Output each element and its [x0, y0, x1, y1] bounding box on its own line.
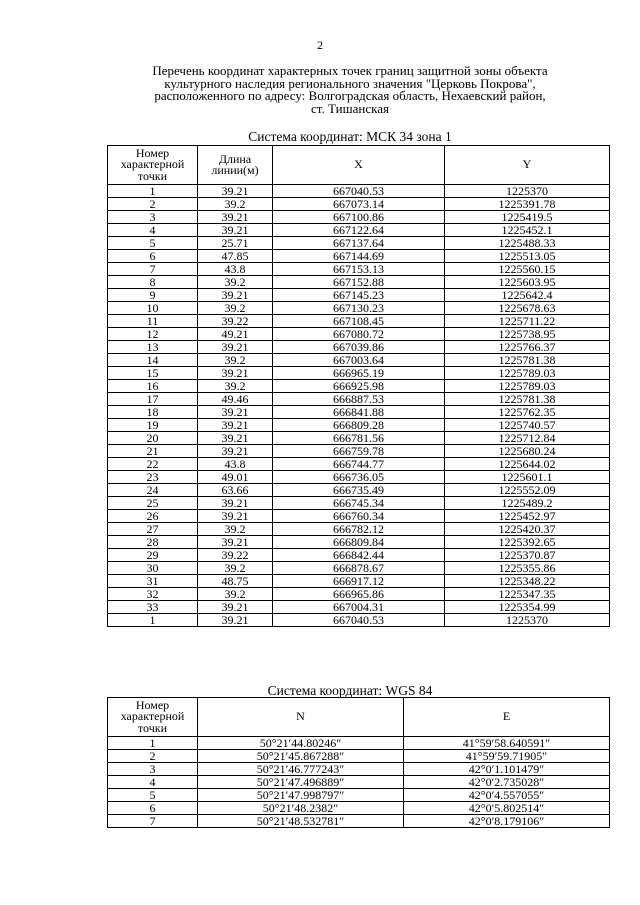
line-length-cell: 39.21	[198, 406, 273, 419]
line-length-cell: 49.01	[198, 471, 273, 484]
latitude-cell: 50°21′48.532781″	[198, 815, 404, 828]
y-coordinate-cell: 1225354.99	[445, 601, 610, 614]
table-row	[108, 263, 610, 276]
line-length-cell: 39.2	[198, 302, 273, 315]
table-row	[108, 289, 610, 302]
x-coordinate-cell: 667040.53	[273, 614, 445, 627]
x-coordinate-cell: 667152.88	[273, 276, 445, 289]
point-number-cell: 4	[108, 224, 198, 237]
table-row	[108, 393, 610, 406]
table-row	[108, 523, 610, 536]
point-number-cell: 13	[108, 341, 198, 354]
table-row	[108, 575, 610, 588]
latitude-cell: 50°21′47.998797″	[198, 789, 404, 802]
y-coordinate-cell: 1225678.63	[445, 302, 610, 315]
x-coordinate-cell: 666736.05	[273, 471, 445, 484]
x-coordinate-cell: 666842.44	[273, 549, 445, 562]
line-length-cell: 39.21	[198, 510, 273, 523]
table-row	[108, 328, 610, 341]
column-header-n: N	[198, 698, 404, 737]
coordinate-system-caption-wgs: Система координат: WGS 84	[267, 683, 433, 698]
table-row	[108, 406, 610, 419]
y-coordinate-cell: 1225740.57	[445, 419, 610, 432]
table-row	[108, 510, 610, 523]
line-length-cell: 39.21	[198, 536, 273, 549]
msk-table-body	[108, 185, 610, 627]
coordinate-system-caption-msk: Система координат: МСК 34 зона 1	[248, 129, 452, 144]
point-number-cell: 30	[108, 562, 198, 575]
y-coordinate-cell: 1225603.95	[445, 276, 610, 289]
title-line: ст. Тишанская	[311, 100, 389, 116]
longitude-cell: 42°0′1.101479″	[404, 763, 610, 776]
line-length-cell: 39.21	[198, 289, 273, 302]
table-row	[108, 614, 610, 627]
table-row	[108, 354, 610, 367]
line-length-cell: 49.46	[198, 393, 273, 406]
line-length-cell: 63.66	[198, 484, 273, 497]
point-number-cell: 24	[108, 484, 198, 497]
x-coordinate-cell: 666809.28	[273, 419, 445, 432]
y-coordinate-cell: 1225391.78	[445, 198, 610, 211]
y-coordinate-cell: 1225711.22	[445, 315, 610, 328]
line-length-cell: 39.2	[198, 276, 273, 289]
line-length-cell: 39.21	[198, 224, 273, 237]
point-number-cell: 29	[108, 549, 198, 562]
point-number-cell: 11	[108, 315, 198, 328]
table-row	[108, 588, 610, 601]
line-length-cell: 39.21	[198, 497, 273, 510]
table-row	[108, 367, 610, 380]
line-length-cell: 39.2	[198, 523, 273, 536]
point-number-cell: 7	[108, 815, 198, 828]
point-number-cell: 25	[108, 497, 198, 510]
point-number-cell: 26	[108, 510, 198, 523]
x-coordinate-cell: 667080.72	[273, 328, 445, 341]
x-coordinate-cell: 666781.56	[273, 432, 445, 445]
line-length-cell: 49.21	[198, 328, 273, 341]
y-coordinate-cell: 1225452.1	[445, 224, 610, 237]
point-number-cell: 21	[108, 445, 198, 458]
point-number-cell: 17	[108, 393, 198, 406]
y-coordinate-cell: 1225392.65	[445, 536, 610, 549]
latitude-cell: 50°21′47.496889″	[198, 776, 404, 789]
x-coordinate-cell: 666809.84	[273, 536, 445, 549]
x-coordinate-cell: 667100.86	[273, 211, 445, 224]
table-row	[108, 776, 610, 789]
x-coordinate-cell: 667145.23	[273, 289, 445, 302]
table-row	[108, 601, 610, 614]
table-row	[108, 276, 610, 289]
table-row	[108, 185, 610, 198]
y-coordinate-cell: 1225420.37	[445, 523, 610, 536]
point-number-cell: 3	[108, 763, 198, 776]
point-number-cell: 2	[108, 198, 198, 211]
table-row	[108, 432, 610, 445]
point-number-cell: 31	[108, 575, 198, 588]
x-coordinate-cell: 666759.78	[273, 445, 445, 458]
y-coordinate-cell: 1225452.97	[445, 510, 610, 523]
y-coordinate-cell: 1225680.24	[445, 445, 610, 458]
x-coordinate-cell: 666735.49	[273, 484, 445, 497]
x-coordinate-cell: 667039.86	[273, 341, 445, 354]
y-coordinate-cell: 1225560.15	[445, 263, 610, 276]
point-number-cell: 1	[108, 737, 198, 750]
title-line: культурного наследия регионального значения "Церковь Покрова",	[164, 75, 536, 91]
point-number-cell: 5	[108, 789, 198, 802]
table-row	[108, 237, 610, 250]
column-header-point-number: Номер характерной точки	[108, 146, 198, 185]
longitude-cell: 41°59′59.71905″	[404, 750, 610, 763]
line-length-cell: 39.21	[198, 185, 273, 198]
x-coordinate-cell: 667153.13	[273, 263, 445, 276]
point-number-cell: 5	[108, 237, 198, 250]
point-number-cell: 22	[108, 458, 198, 471]
line-length-cell: 39.2	[198, 588, 273, 601]
column-header-line-length: Длина линии(м)	[198, 146, 273, 185]
table-row	[108, 315, 610, 328]
y-coordinate-cell: 1225419.5	[445, 211, 610, 224]
line-length-cell: 39.21	[198, 419, 273, 432]
line-length-cell: 39.21	[198, 341, 273, 354]
x-coordinate-cell: 666760.34	[273, 510, 445, 523]
latitude-cell: 50°21′44.80246″	[198, 737, 404, 750]
table-header-row	[108, 698, 610, 737]
y-coordinate-cell: 1225489.2	[445, 497, 610, 510]
line-length-cell: 48.75	[198, 575, 273, 588]
table-row	[108, 380, 610, 393]
point-number-cell: 14	[108, 354, 198, 367]
y-coordinate-cell: 1225488.33	[445, 237, 610, 250]
table-row	[108, 484, 610, 497]
y-coordinate-cell: 1225642.4	[445, 289, 610, 302]
point-number-cell: 27	[108, 523, 198, 536]
y-coordinate-cell: 1225370	[445, 614, 610, 627]
point-number-cell: 8	[108, 276, 198, 289]
table-row	[108, 737, 610, 750]
column-header-e: E	[404, 698, 610, 737]
x-coordinate-cell: 666925.98	[273, 380, 445, 393]
point-number-cell: 28	[108, 536, 198, 549]
x-coordinate-cell: 667003.64	[273, 354, 445, 367]
table-row	[108, 198, 610, 211]
line-length-cell: 39.21	[198, 445, 273, 458]
point-number-cell: 16	[108, 380, 198, 393]
x-coordinate-cell: 666878.67	[273, 562, 445, 575]
line-length-cell: 43.8	[198, 458, 273, 471]
page-number: 2	[317, 38, 323, 52]
point-number-cell: 33	[108, 601, 198, 614]
point-number-cell: 1	[108, 614, 198, 627]
longitude-cell: 42°0′5.802514″	[404, 802, 610, 815]
x-coordinate-cell: 666782.12	[273, 523, 445, 536]
table-row	[108, 549, 610, 562]
line-length-cell: 39.2	[198, 198, 273, 211]
table-row	[108, 497, 610, 510]
point-number-cell: 18	[108, 406, 198, 419]
title-line: Перечень координат характерных точек границ защитной зоны объекта	[152, 63, 548, 78]
point-number-cell: 19	[108, 419, 198, 432]
point-number-cell: 4	[108, 776, 198, 789]
y-coordinate-cell: 1225348.22	[445, 575, 610, 588]
table-row	[108, 802, 610, 815]
line-length-cell: 39.21	[198, 211, 273, 224]
y-coordinate-cell: 1225644.02	[445, 458, 610, 471]
document-title	[100, 65, 600, 115]
table-row	[108, 562, 610, 575]
x-coordinate-cell: 667073.14	[273, 198, 445, 211]
line-length-cell: 39.21	[198, 614, 273, 627]
latitude-cell: 50°21′48.2382″	[198, 802, 404, 815]
table-row	[108, 789, 610, 802]
x-coordinate-cell: 667004.31	[273, 601, 445, 614]
y-coordinate-cell: 1225781.38	[445, 393, 610, 406]
x-coordinate-cell: 666744.77	[273, 458, 445, 471]
table-row	[108, 471, 610, 484]
table-row	[108, 458, 610, 471]
point-number-cell: 6	[108, 250, 198, 263]
table-row	[108, 302, 610, 315]
wgs84-table-body	[108, 737, 610, 828]
line-length-cell: 39.21	[198, 367, 273, 380]
latitude-cell: 50°21′45.867288″	[198, 750, 404, 763]
table-row	[108, 211, 610, 224]
point-number-cell: 10	[108, 302, 198, 315]
point-number-cell: 2	[108, 750, 198, 763]
column-header-y: Y	[445, 146, 610, 185]
y-coordinate-cell: 1225355.86	[445, 562, 610, 575]
title-line: расположенного по адресу: Волгоградская область, Нехаевский район,	[154, 88, 546, 103]
line-length-cell: 39.22	[198, 549, 273, 562]
line-length-cell: 43.8	[198, 263, 273, 276]
line-length-cell: 39.21	[198, 601, 273, 614]
x-coordinate-cell: 666841.88	[273, 406, 445, 419]
y-coordinate-cell: 1225789.03	[445, 367, 610, 380]
line-length-cell: 47.85	[198, 250, 273, 263]
line-length-cell: 39.2	[198, 354, 273, 367]
y-coordinate-cell: 1225712.84	[445, 432, 610, 445]
point-number-cell: 9	[108, 289, 198, 302]
wgs84-coordinates-table	[107, 697, 610, 828]
column-header-point-number: Номер характерной точки	[108, 698, 198, 737]
y-coordinate-cell: 1225766.37	[445, 341, 610, 354]
y-coordinate-cell: 1225370.87	[445, 549, 610, 562]
point-number-cell: 23	[108, 471, 198, 484]
x-coordinate-cell: 667122.64	[273, 224, 445, 237]
point-number-cell: 32	[108, 588, 198, 601]
x-coordinate-cell: 667040.53	[273, 185, 445, 198]
y-coordinate-cell: 1225601.1	[445, 471, 610, 484]
point-number-cell: 15	[108, 367, 198, 380]
point-number-cell: 12	[108, 328, 198, 341]
x-coordinate-cell: 666887.53	[273, 393, 445, 406]
x-coordinate-cell: 667144.69	[273, 250, 445, 263]
line-length-cell: 39.21	[198, 432, 273, 445]
y-coordinate-cell: 1225738.95	[445, 328, 610, 341]
longitude-cell: 42°0′2.735028″	[404, 776, 610, 789]
table-row	[108, 815, 610, 828]
y-coordinate-cell: 1225552.09	[445, 484, 610, 497]
table-header-row	[108, 146, 610, 185]
table-row	[108, 419, 610, 432]
x-coordinate-cell: 666965.19	[273, 367, 445, 380]
line-length-cell: 39.22	[198, 315, 273, 328]
x-coordinate-cell: 667137.64	[273, 237, 445, 250]
table-row	[108, 250, 610, 263]
table-row	[108, 750, 610, 763]
table-row	[108, 224, 610, 237]
longitude-cell: 42°0′8.179106″	[404, 815, 610, 828]
point-number-cell: 6	[108, 802, 198, 815]
line-length-cell: 39.2	[198, 562, 273, 575]
table-row	[108, 536, 610, 549]
x-coordinate-cell: 667108.45	[273, 315, 445, 328]
table-row	[108, 341, 610, 354]
column-header-x: X	[273, 146, 445, 185]
y-coordinate-cell: 1225789.03	[445, 380, 610, 393]
longitude-cell: 41°59′58.640591″	[404, 737, 610, 750]
y-coordinate-cell: 1225762.35	[445, 406, 610, 419]
msk-coordinates-table	[107, 145, 610, 627]
y-coordinate-cell: 1225513.05	[445, 250, 610, 263]
table-row	[108, 445, 610, 458]
table-row	[108, 763, 610, 776]
x-coordinate-cell: 667130.23	[273, 302, 445, 315]
longitude-cell: 42°0′4.557055″	[404, 789, 610, 802]
point-number-cell: 1	[108, 185, 198, 198]
y-coordinate-cell: 1225781.38	[445, 354, 610, 367]
point-number-cell: 3	[108, 211, 198, 224]
x-coordinate-cell: 666965.86	[273, 588, 445, 601]
x-coordinate-cell: 666917.12	[273, 575, 445, 588]
line-length-cell: 25.71	[198, 237, 273, 250]
point-number-cell: 7	[108, 263, 198, 276]
y-coordinate-cell: 1225370	[445, 185, 610, 198]
latitude-cell: 50°21′46.777243″	[198, 763, 404, 776]
point-number-cell: 20	[108, 432, 198, 445]
x-coordinate-cell: 666745.34	[273, 497, 445, 510]
y-coordinate-cell: 1225347.35	[445, 588, 610, 601]
line-length-cell: 39.2	[198, 380, 273, 393]
